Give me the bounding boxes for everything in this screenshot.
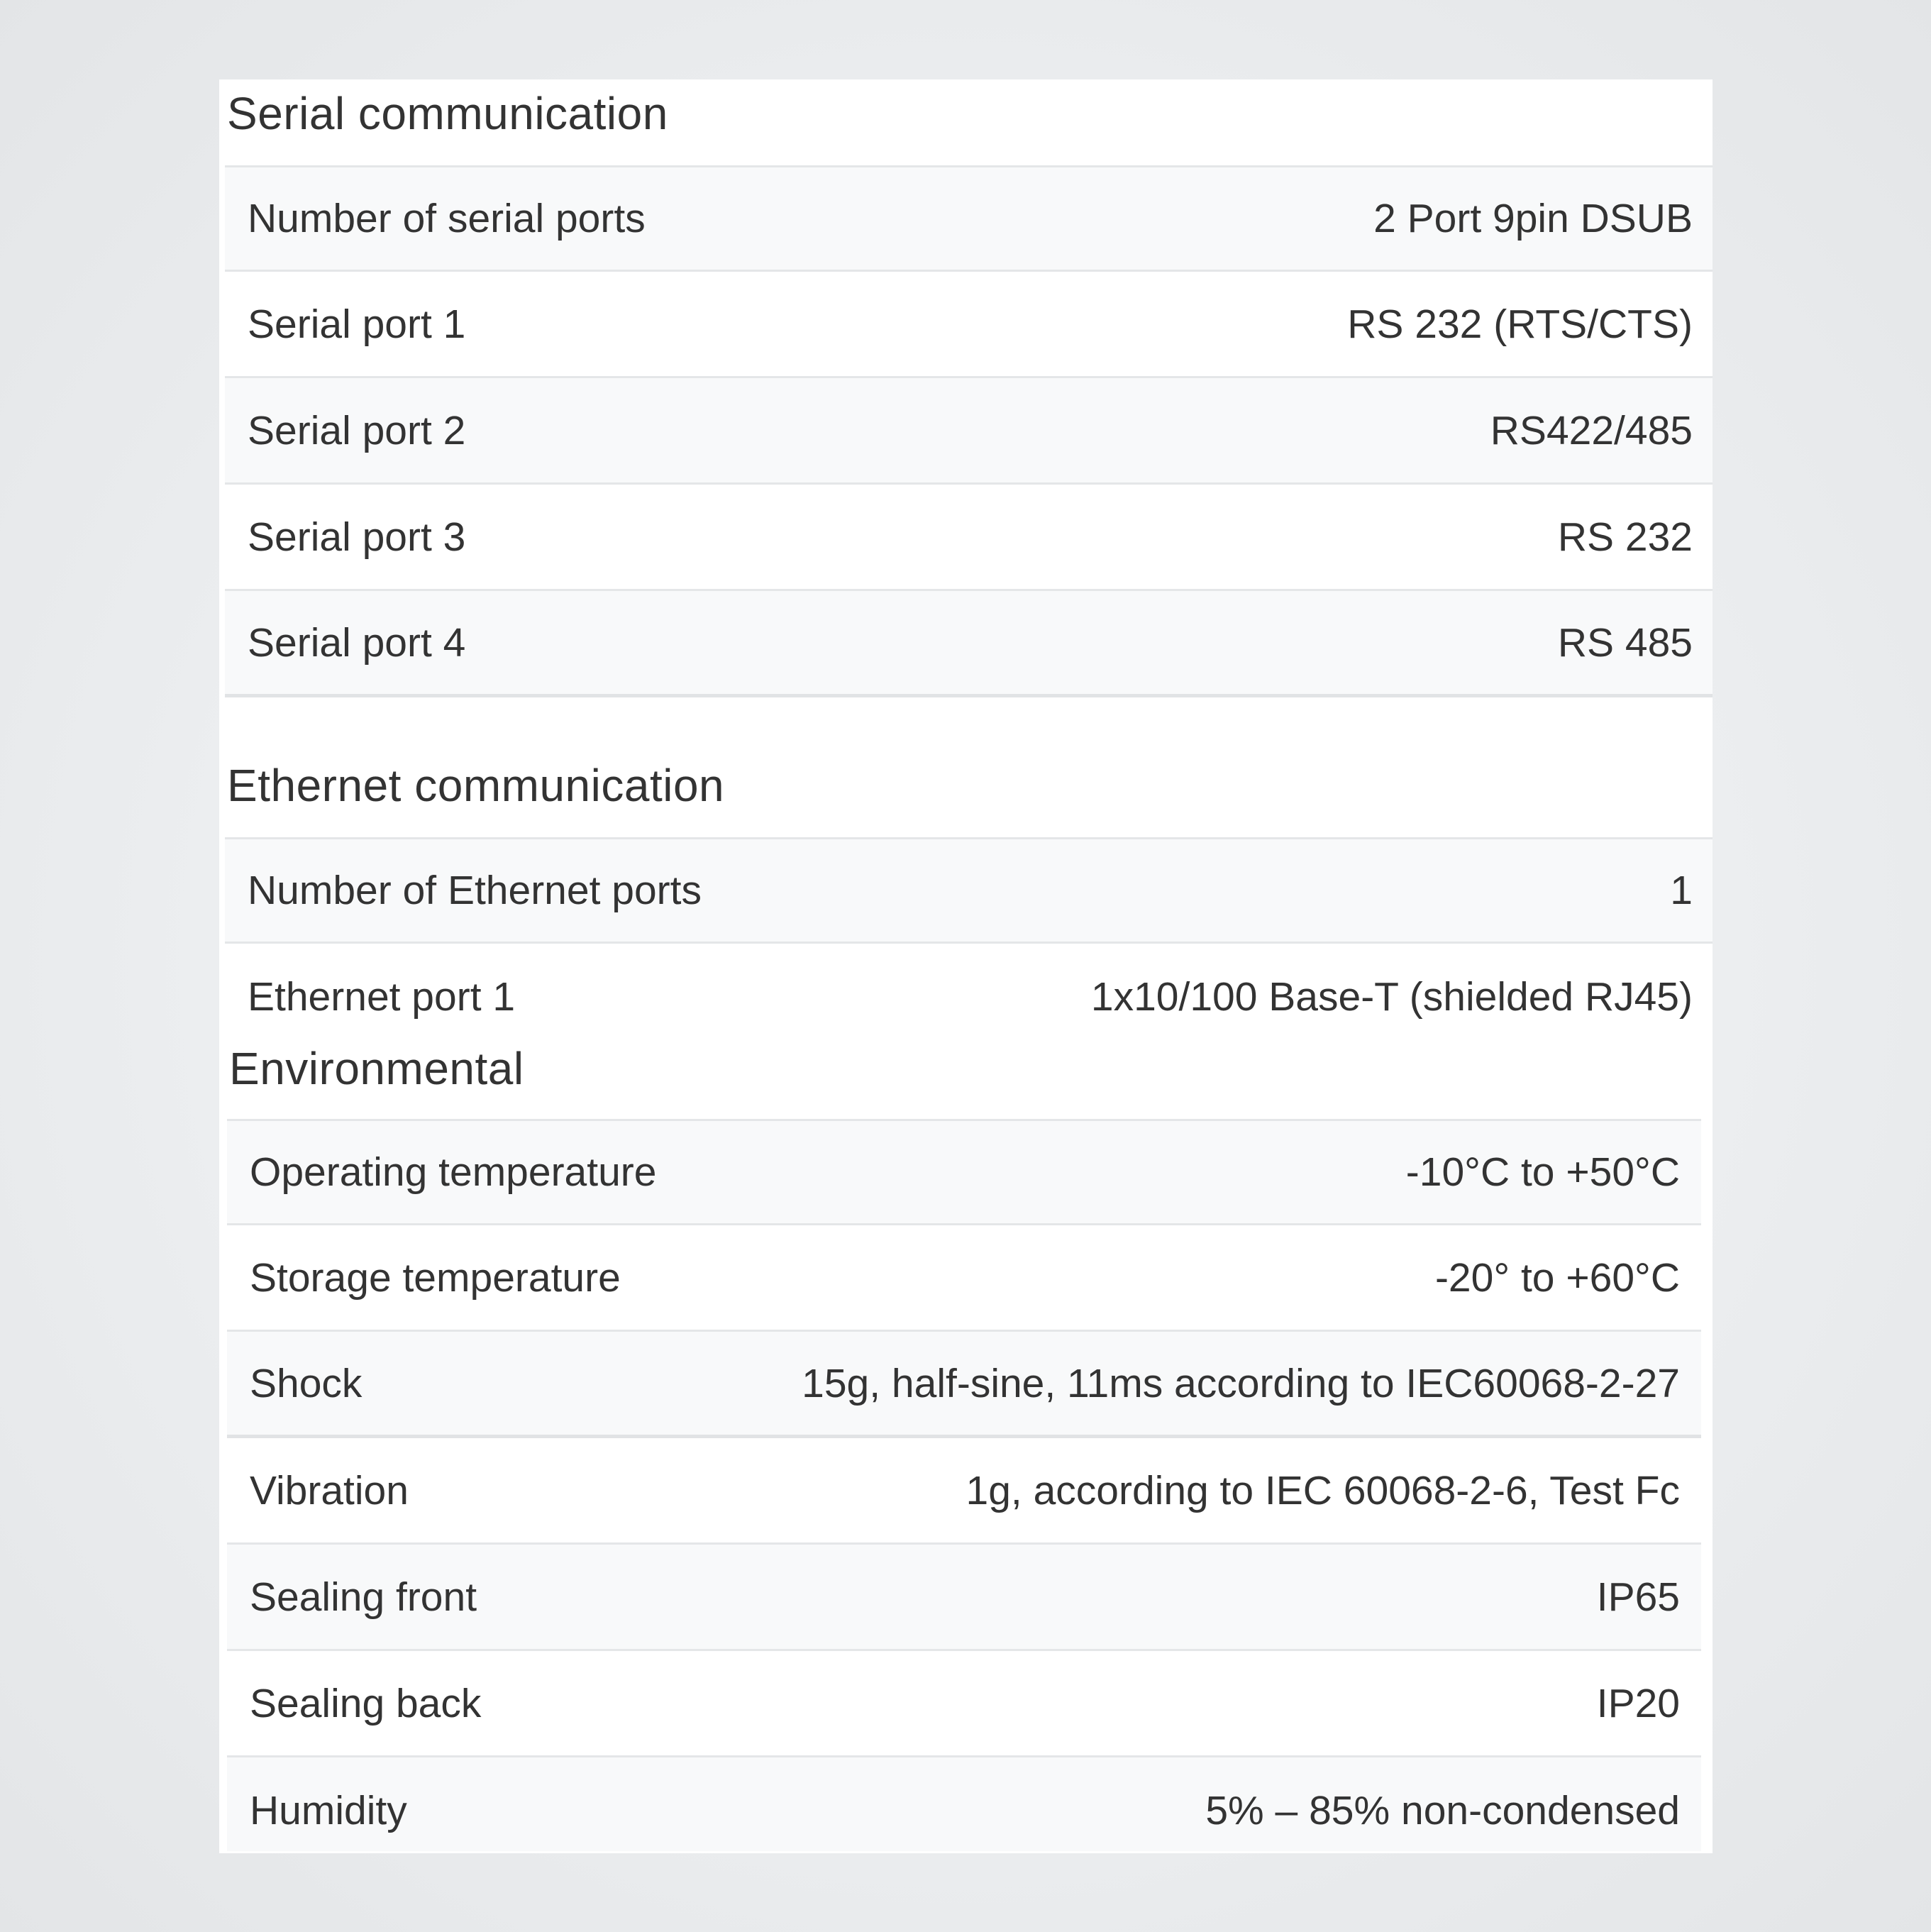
spec-value: RS422/485: [1490, 407, 1693, 453]
spec-label: Vibration: [250, 1467, 409, 1513]
spec-label: Sealing front: [250, 1574, 477, 1620]
spec-row-serial-port-2: [225, 378, 1713, 485]
spec-row-sealing-front: [227, 1545, 1701, 1651]
spec-row-ethernet-port-1: [225, 944, 1713, 1020]
spec-value: 1: [1670, 868, 1693, 913]
spec-value: IP20: [1596, 1680, 1680, 1726]
spec-row-serial-port-3: [225, 485, 1713, 591]
spec-row-sealing-back: [227, 1651, 1701, 1757]
serial-spec-table: [225, 165, 1713, 697]
environmental-section-title: Environmental: [229, 1043, 524, 1094]
spec-value: IP65: [1596, 1574, 1680, 1620]
spec-row-shock: [227, 1332, 1701, 1438]
spec-label: Sealing back: [250, 1680, 482, 1726]
spec-value: RS 485: [1557, 619, 1693, 666]
spec-value: -20° to +60°C: [1434, 1254, 1680, 1301]
spec-label: Serial port 4: [248, 619, 466, 666]
spec-row-operating-temperature: [227, 1119, 1701, 1225]
environmental-spec-table: [227, 1119, 1701, 1851]
ethernet-spec-table: [225, 837, 1713, 1020]
spec-label: Serial port 1: [248, 301, 466, 347]
spec-label: Shock: [250, 1360, 363, 1406]
spec-value: RS 232 (RTS/CTS): [1347, 301, 1693, 347]
spec-label: Number of Ethernet ports: [248, 868, 702, 913]
spec-value: 5% – 85% non-condensed: [1205, 1788, 1680, 1833]
spec-value: 15g, half-sine, 11ms according to IEC60068-2-27: [802, 1360, 1680, 1406]
spec-value: 1g, according to IEC 60068-2-6, Test Fc: [966, 1467, 1680, 1513]
spec-value: 1x10/100 Base-T (shielded RJ45): [1090, 974, 1693, 1020]
spec-row-vibration: [227, 1438, 1701, 1545]
spec-row-humidity: [227, 1757, 1701, 1851]
spec-value: -10°C to +50°C: [1405, 1149, 1680, 1195]
serial-section-title: Serial communication: [227, 88, 668, 139]
spec-row-ethernet-port-count: [225, 837, 1713, 944]
spec-sheet: [219, 79, 1713, 1853]
spec-label: Storage temperature: [250, 1254, 621, 1301]
ethernet-section-title: Ethernet communication: [227, 760, 725, 811]
spec-label: Serial port 2: [248, 407, 466, 453]
spec-label: Number of serial ports: [248, 196, 646, 241]
spec-row-serial-port-count: [225, 165, 1713, 272]
spec-row-storage-temperature: [227, 1225, 1701, 1332]
spec-label: Serial port 3: [248, 514, 466, 560]
spec-value: 2 Port 9pin DSUB: [1373, 196, 1693, 241]
spec-label: Humidity: [250, 1788, 407, 1833]
spec-label: Operating temperature: [250, 1149, 657, 1195]
spec-row-serial-port-4: [225, 591, 1713, 697]
spec-label: Ethernet port 1: [248, 974, 516, 1020]
spec-row-serial-port-1: [225, 272, 1713, 378]
spec-value: RS 232: [1557, 514, 1693, 560]
